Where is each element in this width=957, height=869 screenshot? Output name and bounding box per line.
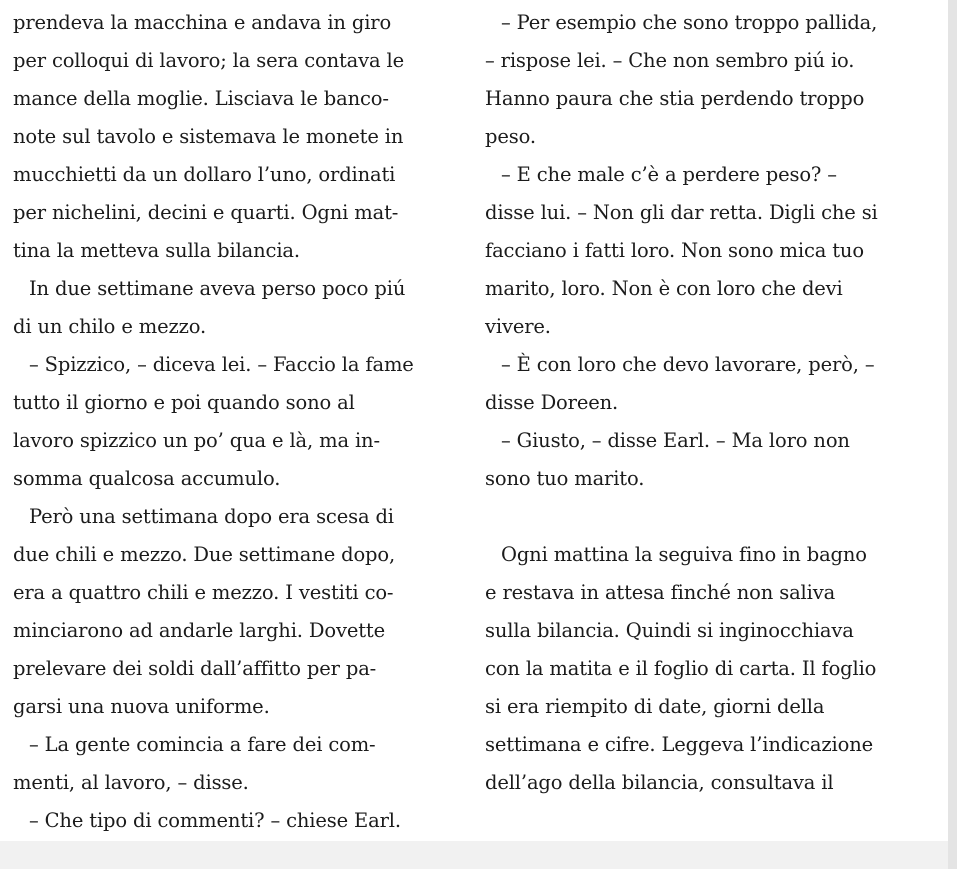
text-line: mucchietti da un dollaro l’uno, ordinati bbox=[13, 163, 396, 186]
text-line: peso. bbox=[485, 125, 536, 148]
text-line: In due settimane aveva perso poco piú bbox=[29, 277, 406, 300]
text-line: prelevare dei soldi dall’affitto per pa- bbox=[13, 657, 377, 680]
text-line: di un chilo e mezzo. bbox=[13, 315, 207, 338]
text-line: disse Doreen. bbox=[485, 391, 619, 414]
text-line: tutto il giorno e poi quando sono al bbox=[13, 391, 355, 414]
text-line: – La gente comincia a fare dei com- bbox=[29, 733, 376, 756]
text-line: per colloqui di lavoro; la sera contava le bbox=[13, 49, 405, 72]
text-line: facciano i fatti loro. Non sono mica tuo bbox=[485, 239, 864, 262]
text-line: e restava in attesa finché non saliva bbox=[485, 581, 836, 604]
text-line: per nichelini, decini e quarti. Ogni mat- bbox=[13, 201, 399, 224]
text-line: era a quattro chili e mezzo. I vestiti co- bbox=[13, 581, 394, 604]
text-line: si era riempito di date, giorni della bbox=[485, 695, 825, 718]
text-line: menti, al lavoro, – disse. bbox=[13, 771, 249, 794]
text-line: prendeva la macchina e andava in giro bbox=[13, 11, 392, 34]
text-line: vivere. bbox=[485, 315, 551, 338]
text-line: Ogni mattina la seguiva fino in bagno bbox=[501, 543, 867, 566]
right-text-column bbox=[485, 4, 925, 802]
left-text-column bbox=[13, 4, 443, 840]
text-line: due chili e mezzo. Due settimane dopo, bbox=[13, 543, 396, 566]
text-line: minciarono ad andarle larghi. Dovette bbox=[13, 619, 385, 642]
text-line: – Che tipo di commenti? – chiese Earl. bbox=[29, 809, 401, 832]
text-line: dell’ago della bilancia, consultava il bbox=[485, 771, 834, 794]
page-scroll-edge[interactable] bbox=[948, 0, 957, 869]
text-line: sono tuo marito. bbox=[485, 467, 645, 490]
text-line: tina la metteva sulla bilancia. bbox=[13, 239, 300, 262]
text-line: – Giusto, – disse Earl. – Ma loro non bbox=[501, 429, 850, 452]
text-line: somma qualcosa accumulo. bbox=[13, 467, 281, 490]
text-line: – È con loro che devo lavorare, però, – bbox=[501, 353, 875, 376]
text-line: con la matita e il foglio di carta. Il foglio bbox=[485, 657, 877, 680]
text-line: note sul tavolo e sistemava le monete in bbox=[13, 125, 404, 148]
text-line: Però una settimana dopo era scesa di bbox=[29, 505, 394, 528]
paragraph-spacer bbox=[485, 498, 925, 536]
text-line: sulla bilancia. Quindi si inginocchiava bbox=[485, 619, 854, 642]
text-line: marito, loro. Non è con loro che devi bbox=[485, 277, 843, 300]
text-line: garsi una nuova uniforme. bbox=[13, 695, 270, 718]
text-line: – E che male c’è a perdere peso? – bbox=[501, 163, 837, 186]
text-line: mance della moglie. Lisciava le banco- bbox=[13, 87, 389, 110]
text-line: – rispose lei. – Che non sembro piú io. bbox=[485, 49, 855, 72]
text-line: Hanno paura che stia perdendo troppo bbox=[485, 87, 865, 110]
text-line: settimana e cifre. Leggeva l’indicazione bbox=[485, 733, 874, 756]
text-line: disse lui. – Non gli dar retta. Digli che si bbox=[485, 201, 878, 224]
text-line: lavoro spizzico un po’ qua e là, ma in- bbox=[13, 429, 380, 452]
text-line: – Per esempio che sono troppo pallida, bbox=[501, 11, 878, 34]
text-line: – Spizzico, – diceva lei. – Faccio la fame bbox=[29, 353, 414, 376]
